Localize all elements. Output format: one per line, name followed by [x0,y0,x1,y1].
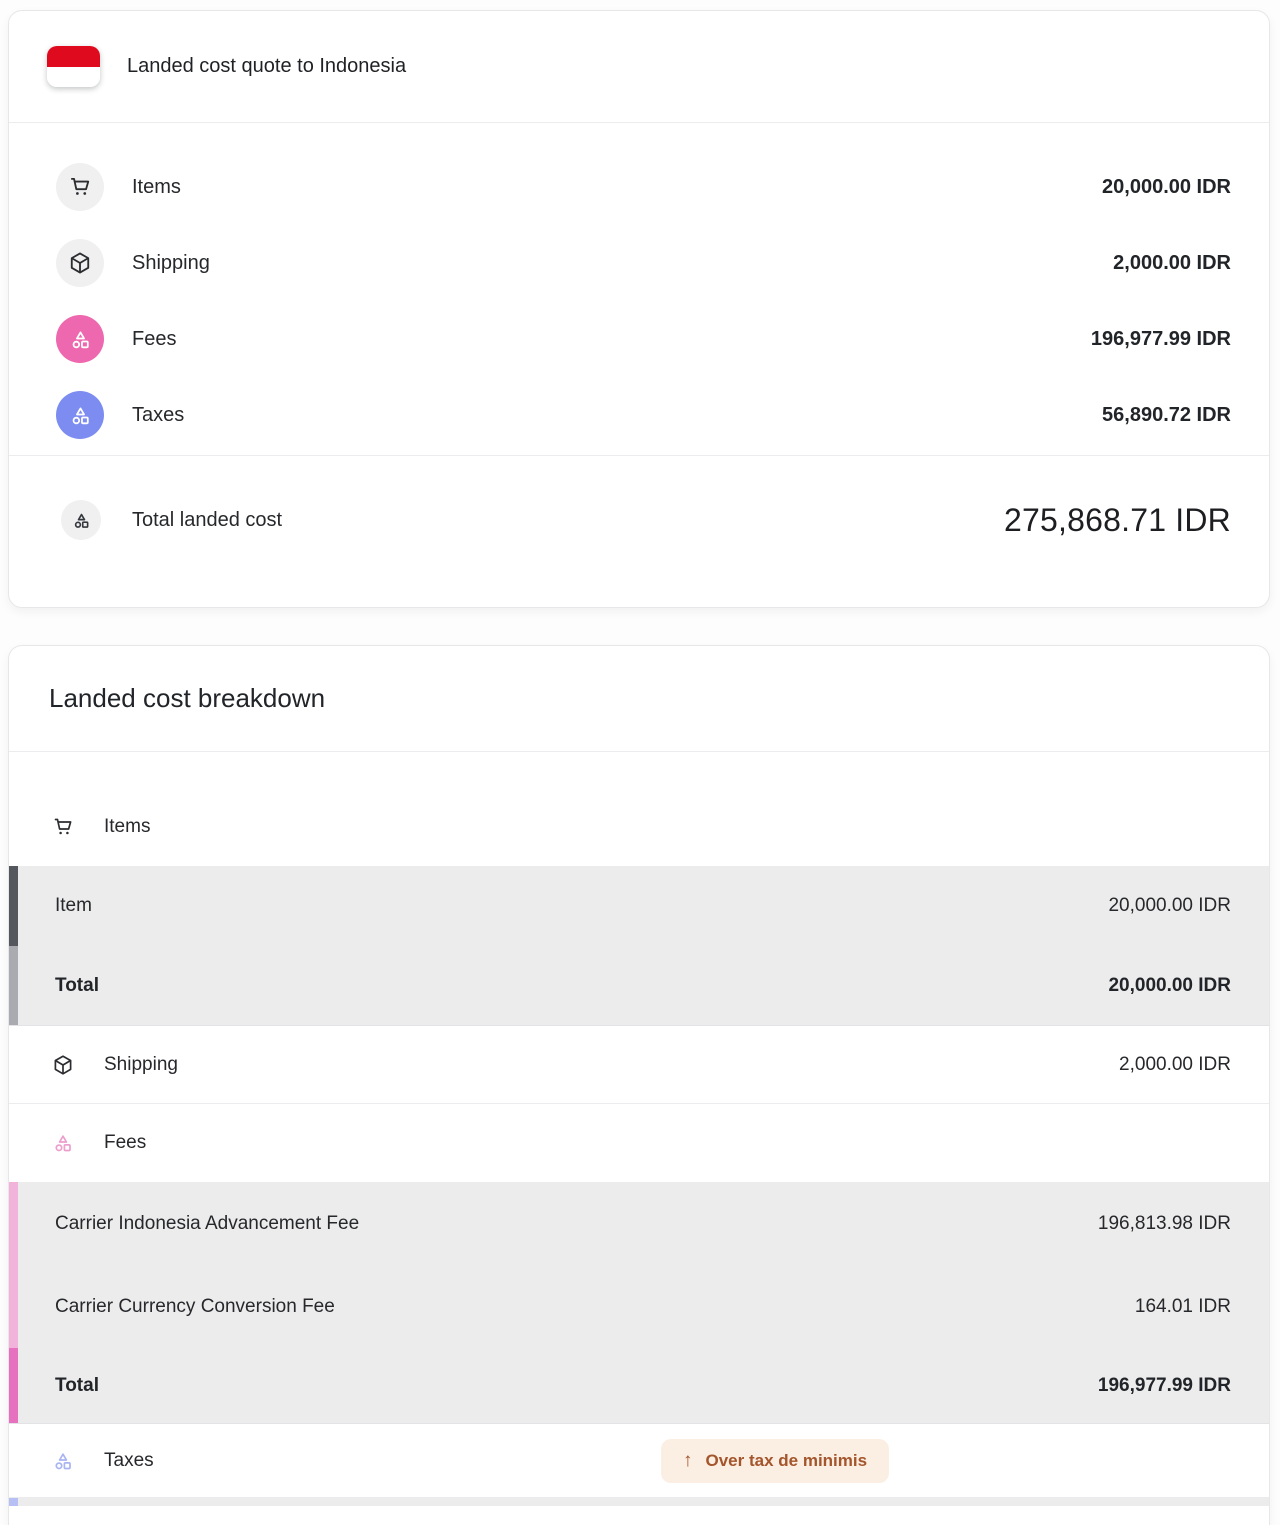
section-label: Taxes [104,1449,154,1471]
landed-cost-breakdown-card [8,645,1270,1525]
row-label: Carrier Currency Conversion Fee [55,1295,335,1317]
shapes-icon [56,391,104,439]
row-value: 20,000.00 IDR [1108,974,1231,996]
row-value: 56,890.72 IDR [1102,403,1231,426]
row-value: 164.01 IDR [1134,1295,1231,1317]
breakdown-row-fee [9,1182,1269,1265]
summary-row-fees [56,301,1231,377]
shapes-icon [51,1449,75,1473]
package-icon [51,1053,75,1077]
row-value: 2,000.00 IDR [1113,251,1231,274]
row-label: Shipping [132,251,210,274]
section-label: Shipping [104,1053,178,1075]
shapes-icon [51,1131,75,1155]
breakdown-table [9,752,1269,1506]
total-value: 275,868.71 IDR [1004,501,1231,538]
row-label: Total [55,1374,99,1396]
package-icon [56,239,104,287]
total-label: Total landed cost [132,508,283,531]
row-value: 20,000.00 IDR [1102,175,1231,198]
row-label: Total [55,974,99,996]
row-label: Items [132,175,181,198]
section-label: Items [104,816,151,837]
breakdown-row-item [9,866,1269,946]
row-label: Fees [132,327,177,350]
quote-card-header [9,11,1269,123]
section-header-fees [9,1104,1269,1182]
breakdown-row-items-total [9,946,1269,1026]
arrow-up-icon: ↑ [683,1450,693,1471]
summary-row-shipping [56,225,1231,301]
breakdown-row-tax-partial [9,1498,1269,1506]
cart-icon [56,163,104,211]
over-tax-de-minimis-badge [661,1439,889,1483]
breakdown-title: Landed cost breakdown [9,646,1269,752]
indonesia-flag-icon [47,46,100,87]
shapes-icon [56,315,104,363]
section-header-items [9,788,1269,866]
section-value: 2,000.00 IDR [1119,1053,1231,1075]
total-landed-cost-row [9,455,1269,584]
row-value: 196,977.99 IDR [1097,1374,1231,1396]
row-label: Item [55,895,92,916]
row-value: 196,813.98 IDR [1097,1212,1231,1234]
summary-row-items [56,149,1231,225]
breakdown-row-fee [9,1265,1269,1348]
quote-card-title: Landed cost quote to Indonesia [127,55,407,77]
row-label: Taxes [132,403,185,426]
breakdown-row-fees-total [9,1348,1269,1424]
summary-row-taxes [56,377,1231,453]
landed-cost-quote-card [8,10,1270,608]
badge-text: Over tax de minimis [705,1450,868,1470]
quote-summary-list [9,123,1269,455]
cart-icon [51,815,75,839]
row-value: 196,977.99 IDR [1090,327,1231,350]
section-header-shipping [9,1026,1269,1104]
shapes-icon [61,500,101,540]
row-label: Carrier Indonesia Advancement Fee [55,1212,360,1234]
section-header-taxes [9,1424,1269,1498]
row-value: 20,000.00 IDR [1108,895,1231,916]
section-label: Fees [104,1132,147,1153]
